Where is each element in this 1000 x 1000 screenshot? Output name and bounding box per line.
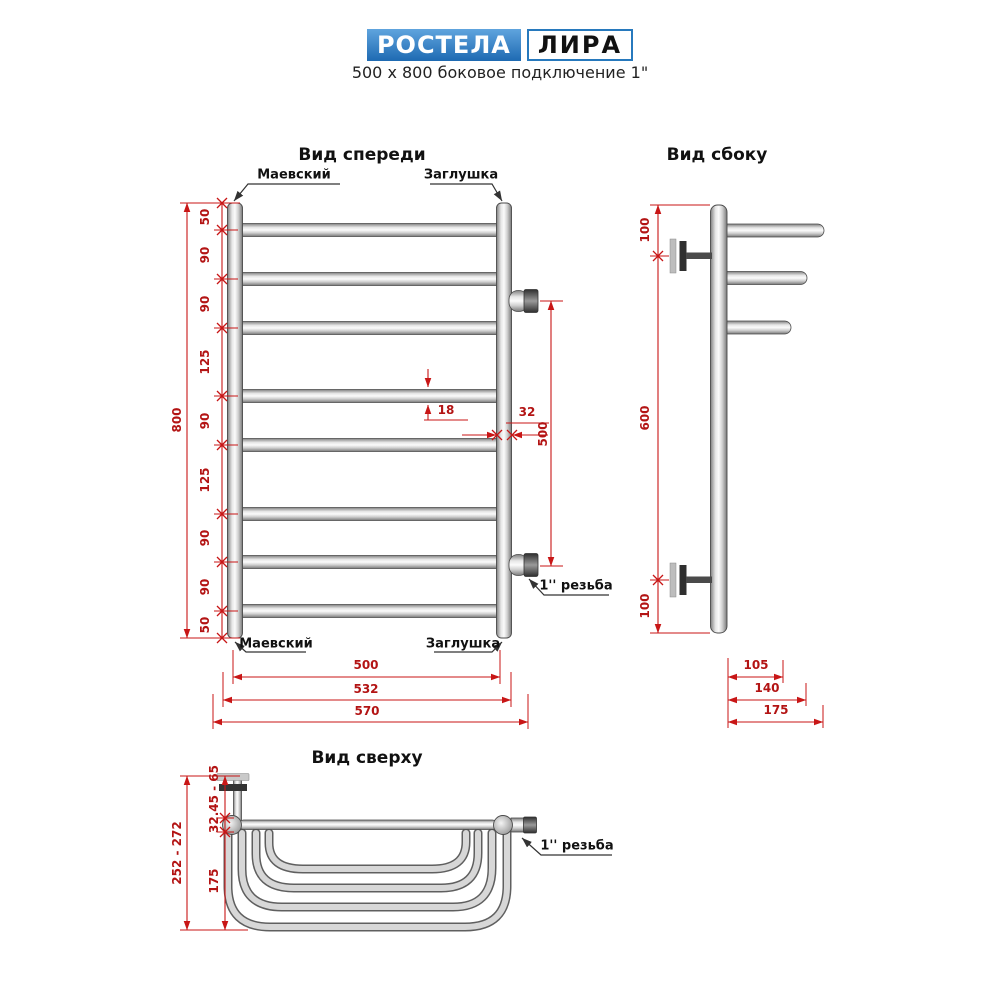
dim-side-middle: 600 xyxy=(638,405,652,431)
front-posts xyxy=(228,203,512,638)
dim-bracket-range: 32.45 - 65 xyxy=(207,765,221,833)
dim-chain-1: 90 xyxy=(198,246,212,264)
dim-width-mid: 532 xyxy=(353,682,379,696)
dim-depth-1: 140 xyxy=(754,681,780,695)
brand-logo: РОСТЕЛА xyxy=(367,29,521,61)
dim-width-inner: 500 xyxy=(353,658,379,672)
side-wall-brackets xyxy=(670,239,712,597)
dim-post-diameter: 32 xyxy=(518,405,536,419)
front-view-title: Вид спереди xyxy=(298,145,426,165)
callout-thread-top: 1'' резьба xyxy=(540,838,614,854)
drawing-subtitle: 500 x 800 боковое подключение 1" xyxy=(351,63,649,82)
side-view xyxy=(650,205,824,728)
dim-rung-diameter: 18 xyxy=(437,403,455,417)
side-post xyxy=(711,205,728,633)
dim-overall-height: 800 xyxy=(170,407,184,433)
callout-thread-front: 1'' резьба xyxy=(539,578,613,594)
dim-connection-spacing: 500 xyxy=(536,421,550,447)
dim-depth-0: 105 xyxy=(743,658,769,672)
dim-overall-depth: 252 - 272 xyxy=(170,821,184,885)
callout-maevsky-bottom: Маевский xyxy=(239,636,313,652)
top-view-title: Вид сверху xyxy=(311,748,423,768)
top-connector xyxy=(511,817,537,833)
dim-width-overall: 570 xyxy=(354,704,380,718)
dim-chain-2: 90 xyxy=(198,295,212,313)
dim-chain-3: 125 xyxy=(198,349,212,375)
side-view-title: Вид сбоку xyxy=(666,145,768,165)
callout-plug-bottom: Заглушка xyxy=(425,636,501,652)
callout-maevsky-top: Маевский xyxy=(257,167,331,183)
dim-chain-6: 90 xyxy=(198,529,212,547)
dim-chain-5: 125 xyxy=(198,467,212,493)
dim-chain-0: 50 xyxy=(198,208,212,226)
dim-basket-depth: 175 xyxy=(207,868,221,894)
dim-chain-8: 50 xyxy=(198,616,212,634)
model-logo: ЛИРА xyxy=(527,29,633,61)
dim-depth-2: 175 xyxy=(763,703,789,717)
dim-chain-7: 90 xyxy=(198,578,212,596)
callout-plug-top: Заглушка xyxy=(423,167,499,183)
dim-side-top: 100 xyxy=(638,217,652,243)
top-bar xyxy=(239,820,497,830)
top-curved-rungs xyxy=(228,833,507,927)
dim-chain-4: 90 xyxy=(198,412,212,430)
dim-side-bottom: 100 xyxy=(638,593,652,619)
side-rungs xyxy=(720,224,824,334)
